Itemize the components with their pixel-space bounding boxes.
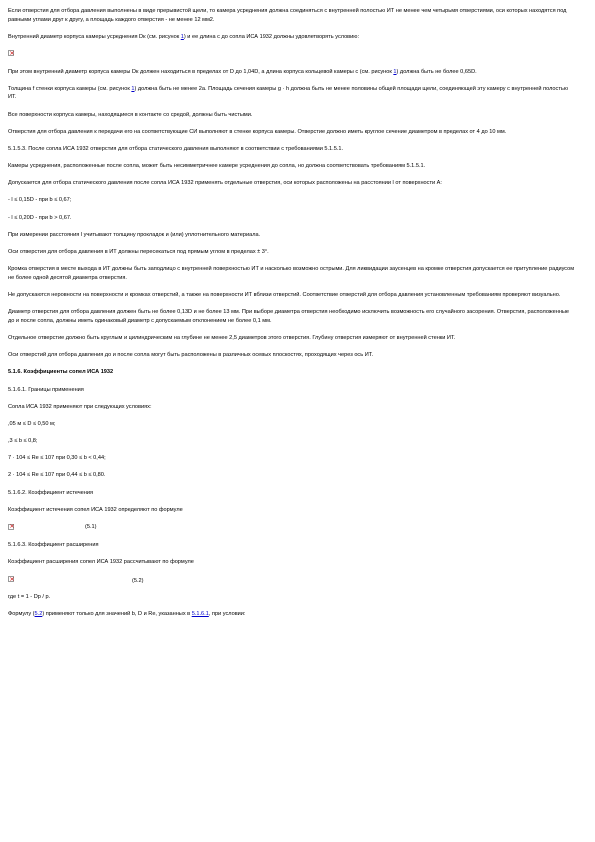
- paragraph: [8, 33, 575, 42]
- paragraph: Все поверхности корпуса камеры, находящиеся в контакте со средой, должны быть чистыми.: [8, 111, 253, 118]
- broken-image-icon: [8, 576, 14, 582]
- paragraph: где t = 1 - Dp / p.: [8, 593, 51, 600]
- text-run: ) и ее длина c до сопла ИСА 1932 должны удовлетворять условию:: [183, 33, 360, 40]
- paragraph: 5.1.5.3. После сопла ИСА 1932 отверстия для отбора статического давления выполняют в соответствии с требованиями 5.1.5.1.: [8, 145, 344, 152]
- paragraph: Отдельное отверстие должно быть круглым и цилиндрическим на глубине не менее 2,5 диаметров этого отверстия. Глубину отверстия измеряют от внутренней стенки ИТ.: [8, 334, 456, 341]
- paragraph: Не допускаются неровности на поверхности и кромках отверстий, а также на поверхности ИТ вблизи отверстий. Соответствие отверстий для отбора давления установленным требованиям проверяют визуально.: [8, 292, 561, 298]
- paragraph: Если отверстия для отбора давления выполнены в виде прерывистой щели, то камера усреднения должна соединяться с внутренней полостью ИТ не менее чем четырьмя отверстиями, оси которых находятся под равными углами друг к другу, а площадь каждого отверстия - не менее 12 мм2.: [8, 8, 567, 23]
- condition-line: 2 · 104 ≤ Re ≤ 107 при 0,44 ≤ b ≤ 0,80.: [8, 472, 106, 479]
- formula-number: (5.1): [85, 523, 97, 530]
- text-run: Толщина f стенки корпуса камеры (см. рисунок: [8, 85, 132, 92]
- list-item: - l ≤ 0,15D - при b ≤ 0,67;: [8, 197, 72, 204]
- paragraph: Коэффициент истечения сопел ИСА 1932 определяют по формуле: [8, 506, 183, 513]
- text-run: ) должна быть не более 0,65D.: [396, 68, 477, 75]
- formula-number: (5.2): [132, 577, 144, 584]
- formula-link[interactable]: 5.2: [34, 611, 43, 618]
- text-run: Формулу (: [8, 611, 35, 618]
- paragraph: Отверстия для отбора давления к передачи его на соответствующие СИ выполняют в стенке корпуса камеры. Отверстие должно иметь круглое сечение диаметром в пределах от 4 до 10 мм.: [8, 128, 507, 135]
- text-run: При этом внутренний диаметр корпуса камеры Dк должен находиться в пределах от D до 1,04D, а длина корпуса кольцевой камеры c (см. рисунок: [8, 68, 394, 75]
- subsection-heading: 5.1.6.2. Коэффициент истечения: [8, 489, 94, 496]
- text-run: ) должна быть не менее 2a. Площадь сечения камеры g · h должна быть не менее половины общей площади щели, соединяющей эту камеру с внутренней полостью ИТ.: [8, 85, 569, 101]
- paragraph: Кромка отверстия в месте выхода в ИТ должны быть заподлицо с внутренней поверхностью ИТ и насколько возможно острыми. Для ликвидации заусенцев на кромке отверстия допускается ее притупление радиусом не более одной десятой диаметра отверстия.: [8, 266, 575, 281]
- condition-line: ,3 ≤ b ≤ 0,8;: [8, 438, 38, 445]
- figure-link[interactable]: 1: [180, 33, 184, 40]
- condition-line: ,05 м ≤ D ≤ 0,50 м;: [8, 420, 56, 427]
- paragraph: Камеры усреднения, расположенные после сопла, может быть несимметричнее камере усреднения до сопла, но должна соответствовать требованиям 5.1.5.1.: [8, 163, 426, 170]
- paragraph: Оси отверстий для отбора давления до и после сопла могут быть расположены в различных осевых плоскостях, проходящих через ось ИТ.: [8, 352, 374, 359]
- section-heading: [8, 368, 575, 377]
- paragraph: Оси отверстия для отбора давления в ИТ должны пересекаться под прямым углом в пределах ± 3°.: [8, 249, 269, 256]
- text-run: , при условии:: [208, 611, 246, 618]
- section-link[interactable]: 5.1.6.1: [191, 611, 209, 618]
- condition-line: 7 · 104 ≤ Re ≤ 107 при 0,30 ≤ b < 0,44;: [8, 455, 106, 462]
- formula-row: [8, 523, 575, 533]
- figure-link[interactable]: 1: [393, 68, 397, 75]
- text-run: Внутренний диаметр корпуса камеры усреднения Dк (см. рисунок: [8, 33, 181, 40]
- paragraph: Диаметр отверстия для отбора давления должен быть не более 0,13D и не более 13 мм. При выборе диаметра отверстия необходимо исключить возможность его случайного засорения. Отверстия, расположенные до и после сопла, должны иметь одинаковый диаметр с допускаемым отклонением не более 0,1 мм.: [8, 309, 570, 324]
- broken-image-icon: [8, 524, 14, 530]
- paragraph: Коэффициент расширения сопел ИСА 1932 рассчитывают по формуле: [8, 559, 194, 565]
- paragraph: Сопла ИСА 1932 применяют при следующих условиях:: [8, 403, 152, 410]
- broken-image-icon: [8, 50, 14, 56]
- subsection-heading: 5.1.6.3. Коэффициент расширения: [8, 541, 99, 548]
- paragraph: Допускается для отбора статического давления после сопла ИСА 1932 применять отдельные отверстия, оси которых расположены на расстоянии l от поверхности A:: [8, 180, 442, 187]
- paragraph: [8, 68, 575, 77]
- heading-text: 5.1.6. Коэффициенты сопел ИСА 1932: [8, 369, 114, 376]
- formula-row: [8, 575, 575, 585]
- paragraph: [8, 610, 575, 619]
- subsection-heading: 5.1.6.1. Границы применения: [8, 386, 84, 393]
- formula-image-row: [8, 50, 575, 59]
- list-item: - l ≤ 0,20D - при b > 0,67.: [8, 214, 72, 221]
- figure-link[interactable]: 1: [131, 85, 135, 92]
- text-run: ) применяют только для значений b, D и Re, указанных в: [42, 611, 192, 618]
- paragraph: [8, 85, 575, 102]
- paragraph: При измерении расстояния l учитывают толщину прокладок и (или) уплотнительного материала.: [8, 231, 261, 238]
